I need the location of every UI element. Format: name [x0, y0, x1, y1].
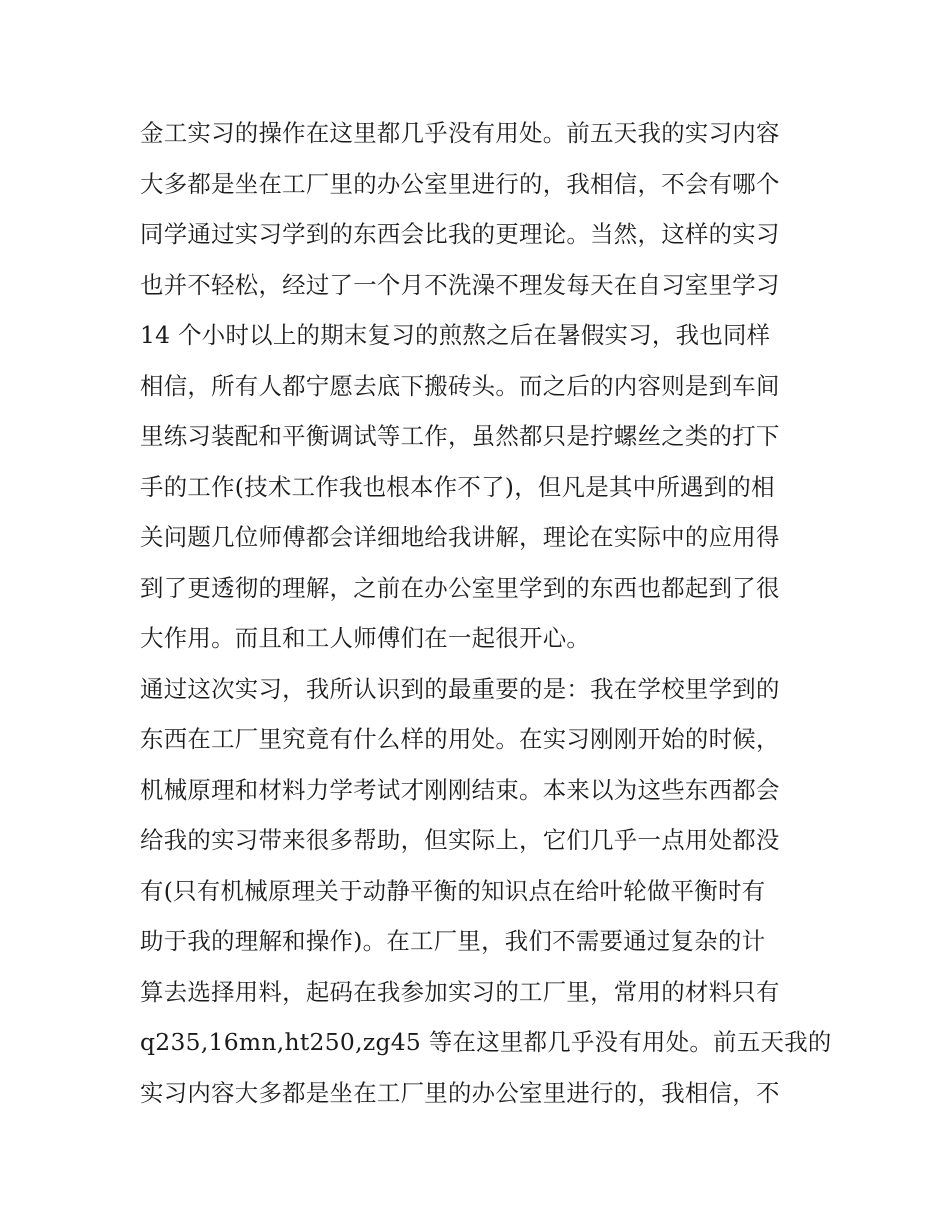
- text-line: 实习内容大多都是坐在工厂里的办公室里进行的，我相信，不: [140, 1078, 780, 1107]
- text-line: 里练习装配和平衡调试等工作，虽然都只是拧螺丝之类的打下: [140, 422, 780, 450]
- text-line: 助于我的理解和操作)。在工厂里，我们不需要通过复杂的计: [140, 927, 766, 955]
- text-line: 东西在工厂里究竟有什么样的用处。在实习刚刚开始的时候，: [140, 725, 780, 753]
- text-line: 14 个小时以上的期末复习的煎熬之后在暑假实习，我也同样: [140, 321, 771, 349]
- text-line: 也并不轻松，经过了一个月不洗澡不理发每天在自习室里学习: [140, 270, 780, 299]
- text-line: 通过这次实习，我所认识到的最重要的是：我在学校里学到的: [140, 674, 780, 703]
- body-text: [140, 108, 832, 1118]
- text-line: 相信，所有人都宁愿去底下搬砖头。而之后的内容则是到车间: [140, 371, 780, 400]
- text-line: 机械原理和材料力学考试才刚刚结束。本来以为这些东西都会: [140, 775, 780, 804]
- text-line: 金工实习的操作在这里都几乎没有用处。前五天我的实习内容: [140, 119, 780, 147]
- text-line: 大多都是坐在工厂里的办公室里进行的，我相信，不会有哪个: [140, 169, 780, 198]
- text-line: 有(只有机械原理关于动静平衡的知识点在给叶轮做平衡时有: [140, 876, 766, 905]
- text-line: 到了更透彻的理解，之前在办公室里学到的东西也都起到了很: [140, 573, 780, 602]
- text-line: q235,16mn,ht250,zg45 等在这里都几乎没有用处。前五天我的: [140, 1028, 832, 1056]
- text-line: 手的工作(技术工作我也根本作不了)，但凡是其中所遇到的相: [140, 472, 775, 501]
- text-line: 大作用。而且和工人师傅们在一起很开心。: [140, 624, 591, 652]
- text-line: 同学通过实习学到的东西会比我的更理论。当然，这样的实习: [140, 220, 780, 248]
- text-line: 算去选择用料，起码在我参加实习的工厂里，常用的材料只有: [140, 977, 780, 1006]
- text-line: 关问题几位师傅都会详细地给我讲解，理论在实际中的应用得: [140, 523, 780, 551]
- text-line: 给我的实习带来很多帮助，但实际上，它们几乎一点用处都没: [140, 826, 780, 854]
